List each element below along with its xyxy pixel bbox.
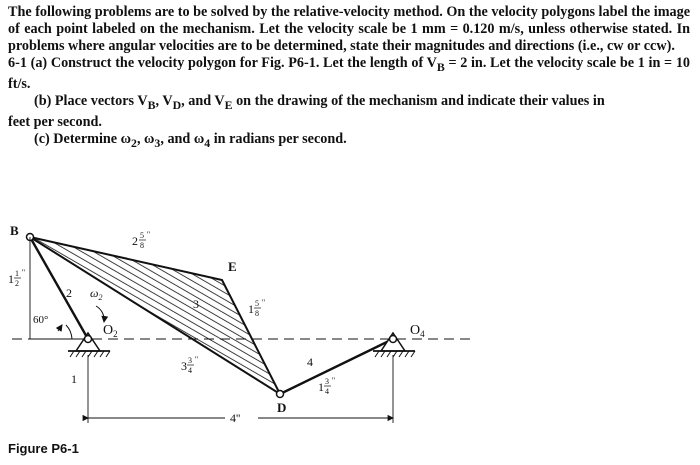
dim-top-label (132, 230, 150, 250)
part-c-sub4: 4 (204, 135, 211, 150)
mechanism-figure (0, 205, 700, 440)
svg-text:1: 1 (15, 269, 19, 278)
part-b-line-2: feet per second. (8, 113, 102, 130)
dim-d-label (318, 376, 335, 396)
coupler-link-3 (30, 237, 280, 394)
svg-text:1: 1 (318, 380, 324, 394)
svg-text:'': '' (262, 298, 265, 307)
problem-text (8, 4, 690, 151)
dim-bottom-label: 4'' (230, 411, 241, 425)
part-c (8, 131, 690, 152)
part-b-sub-e: E (224, 97, 233, 112)
problem-line-2: scale be 1 in = 10 ft/s. (8, 55, 691, 92)
part-c-end: in radians per second. (210, 130, 347, 147)
part-c-mid1: , ω (136, 130, 155, 147)
label-link-2: 2 (66, 286, 72, 300)
svg-text:'': '' (147, 230, 150, 239)
label-e: E (228, 259, 237, 274)
label-angle: 60° (33, 314, 49, 326)
label-link-3: 3 (193, 297, 199, 311)
label-o2: $O_2$ (103, 323, 118, 339)
svg-text:'': '' (22, 268, 25, 277)
svg-text:2: 2 (132, 234, 138, 248)
svg-text:1: 1 (248, 302, 254, 316)
part-b (8, 93, 690, 114)
svg-text:3: 3 (188, 356, 192, 365)
label-d: D (277, 400, 287, 415)
label-o4: $O_4$ (410, 323, 425, 339)
problem-6-1 (8, 55, 690, 93)
figure-caption: Figure P6-1 (8, 441, 79, 456)
intro-paragraph (8, 4, 690, 55)
svg-text:3: 3 (325, 377, 329, 386)
intro-line-3: m/s, unless otherwise stated. In problems where angular velocities are to be determined, state their (8, 21, 690, 54)
part-b-continued (8, 114, 690, 131)
label-link-1: 1 (71, 372, 77, 386)
part-b-sub-b: B (147, 97, 156, 112)
intro-line-4: magnitudes and directions (i.e., cw or ccw). (414, 38, 675, 54)
dim-mid-label (181, 355, 198, 375)
svg-text:'': '' (195, 355, 198, 364)
part-b-mid2: , and V (181, 92, 225, 109)
svg-text:4: 4 (188, 366, 192, 375)
part-b-sub-d: D (172, 97, 182, 112)
angle-arrow (58, 325, 62, 331)
rocker-link-4 (280, 339, 393, 394)
svg-text:5: 5 (255, 299, 259, 308)
svg-text:'': '' (332, 376, 335, 385)
part-b-end: on the drawing of the mechanism and indicate their values in (232, 92, 605, 109)
intro-line-1: The following problems are to be solved by the relative-velocity method. On the velocity polygons (8, 4, 595, 20)
svg-text:8: 8 (140, 241, 144, 250)
part-c-sub3: 3 (154, 135, 161, 150)
svg-text:3: 3 (181, 359, 187, 373)
svg-text:4: 4 (325, 387, 329, 396)
dim-left-label (8, 268, 25, 288)
label-omega2: $\omega_2$ (90, 286, 103, 302)
part-c-text: (c) Determine ω (34, 130, 132, 147)
label-b: B (10, 223, 19, 238)
svg-text:1: 1 (8, 272, 14, 286)
part-b-text: (b) Place vectors V (34, 92, 148, 109)
part-c-mid2: , and ω (160, 130, 205, 147)
problem-line-1-end: = 2 in. Let the velocity (444, 55, 584, 71)
problem-line-1: 6-1 (a) Construct the velocity polygon for Fig. P6-1. Let the length of V (8, 55, 437, 71)
part-b-mid1: , V (155, 92, 173, 109)
svg-text:8: 8 (255, 309, 259, 318)
angle-arc (66, 325, 72, 339)
svg-text:2: 2 (15, 279, 19, 288)
omega2-arrow (96, 306, 104, 322)
joint-d (277, 391, 284, 398)
label-link-4: 4 (307, 355, 313, 369)
vb-sub: B (436, 59, 445, 74)
svg-text:5: 5 (140, 231, 144, 240)
dim-e-label (248, 298, 265, 318)
intro-line-2: label the image of each point labeled on the mechanism. Let the velocity scale be 1 mm = 0.120 (8, 4, 690, 37)
part-c-sub2: 2 (131, 135, 137, 150)
